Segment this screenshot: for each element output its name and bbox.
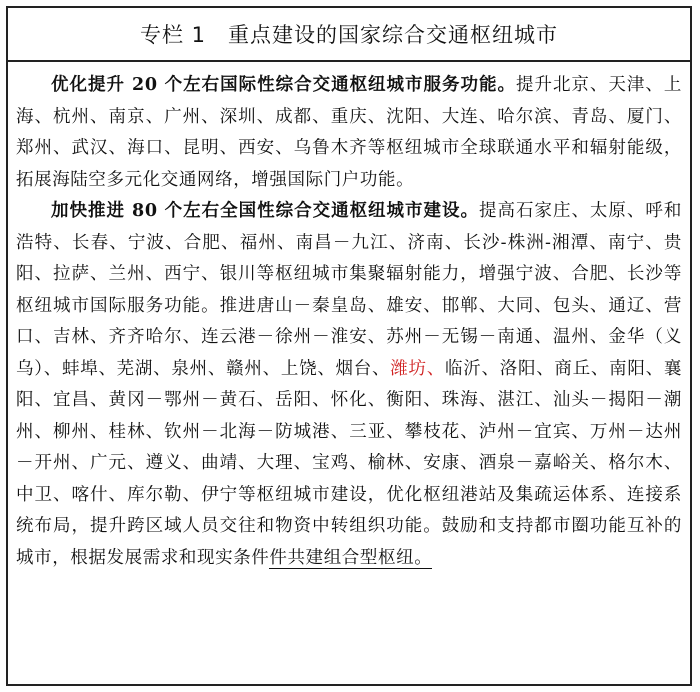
box-title-bar xyxy=(8,8,690,62)
paragraph-international-hubs xyxy=(16,70,682,196)
box-label: 专栏 1 xyxy=(139,23,207,47)
paragraph-body-continued: 临沂、洛阳、商丘、南阳、襄阳、宜昌、黄冈－鄂州－黄石、岳阳、怀化、衡阳、珠海、湛江、汕头－揭阳－潮州、柳州、桂林、钦州－北海－防城港、三亚、攀枝花、泸州－宜宾、万州－达州－开州、广元、遵义、曲靖、大理、宝鸡、榆林、安康、酒泉－嘉峪关、格尔木、中卫、喀什、库尔勒、伊宁等枢纽城市建设，优化枢纽港站及集疏运体系、连接系统布局，提升跨区域人员交往和物资中转组织功能。鼓励和支持都市圈功能互补的城市，根据发展需求和现实条件 xyxy=(16,358,682,568)
paragraph-body: 提升北京、天津、上海、杭州、南京、广州、深圳、成都、重庆、沈阳、大连、哈尔滨、青岛、厦门、郑州、武汉、海口、昆明、西安、乌鲁木齐等枢纽城市全球联通水平和辐射能级，拓展海陆空多元化交通网络，增强国际门户功能。 xyxy=(16,75,682,190)
paragraph-tail: 件共建组合型枢纽。 xyxy=(269,547,433,568)
highlighted-city: 潍坊、 xyxy=(390,358,445,379)
box-content xyxy=(8,62,690,574)
paragraph-national-hubs xyxy=(16,196,682,574)
paragraph-lead: 优化提升 20 个左右国际性综合交通枢纽城市服务功能。 xyxy=(51,75,516,95)
paragraph-body: 提高石家庄、太原、呼和浩特、长春、宁波、合肥、福州、南昌－九江、济南、长沙-株洲-湘潭、南宁、贵阳、拉萨、兰州、西宁、银川等枢纽城市集聚辐射能力，增强宁波、合肥、长沙等枢纽城市国际服务功能。推进唐山－秦皇岛、雄安、邯郸、大同、包头、通辽、营口、吉林、齐齐哈尔、连云港－徐州－淮安、苏州－无锡－南通、温州、金华（义乌）、蚌埠、芜湖、泉州、赣州、上饶、烟台、 xyxy=(16,201,682,379)
paragraph-lead: 加快推进 80 个左右全国性综合交通枢纽城市建设。 xyxy=(51,201,479,221)
box-title: 重点建设的国家综合交通枢纽城市 xyxy=(228,23,559,47)
feature-box xyxy=(6,6,692,686)
